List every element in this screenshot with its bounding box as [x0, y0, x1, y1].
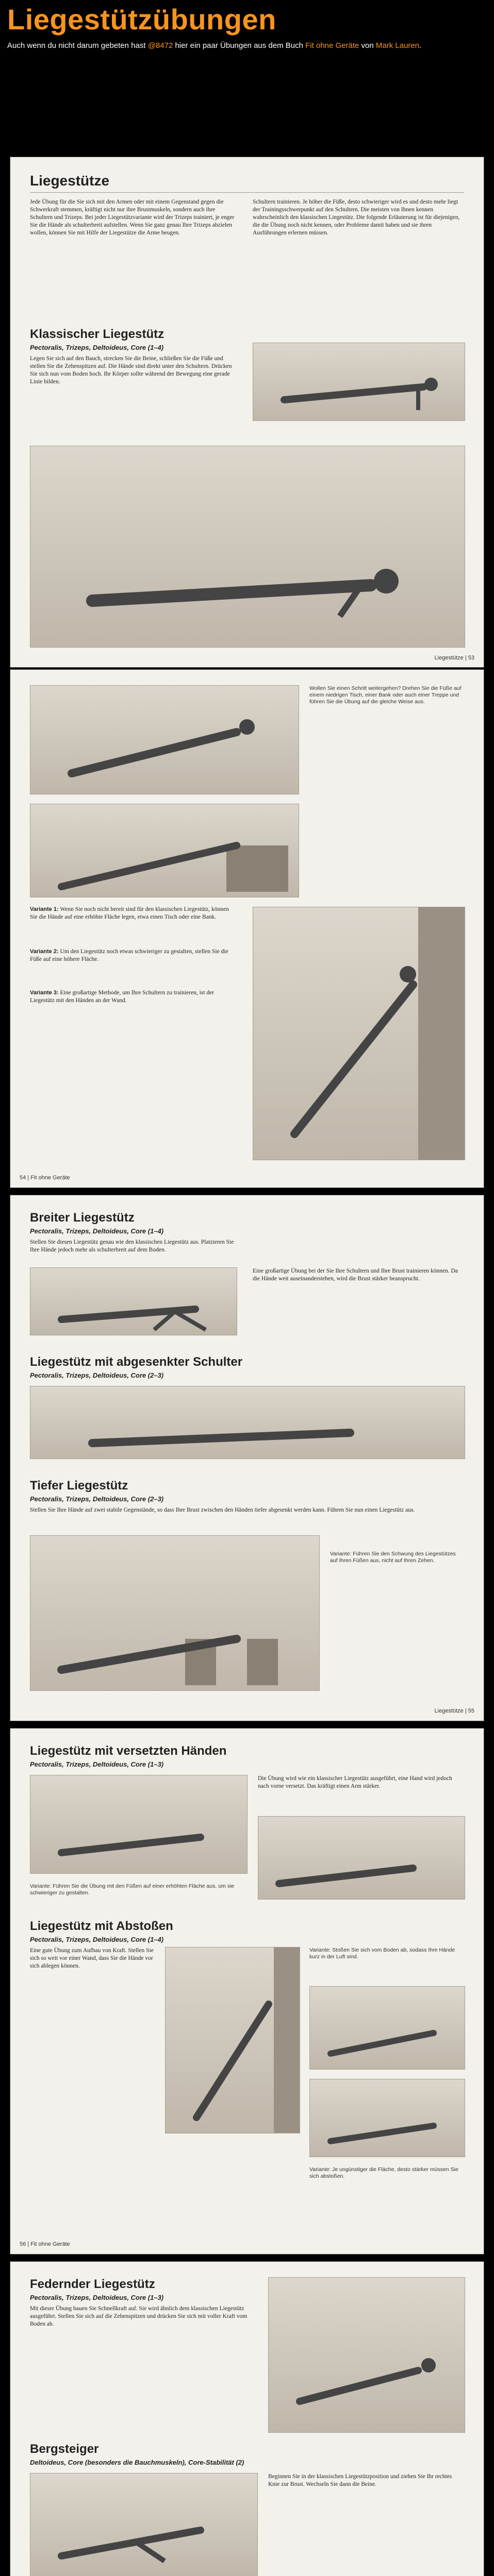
- photo-push-variant-2: [309, 2079, 465, 2157]
- page-number: Liegestütze | 55: [434, 1708, 474, 1714]
- book-page-56: [10, 1728, 484, 2254]
- photo-pushup-down: [30, 446, 465, 648]
- intro-text: [7, 41, 487, 50]
- intro-column-2: Schultern trainieren. Je höher die Füße, desto schwieriger wird es und desto mehr liegt der Trainingsschwerpunkt auf den Schultern. Die meisten von Ihnen kennen wahrscheinlich den klassischen Liegestütz. Die folgende Erläuterung ist für diejenigen, die die Übung noch nicht kennen, oder Probleme damit haben und sie ihren Ausführungen erlernen müssen.: [253, 199, 460, 236]
- classic-title: Klassischer Liegestütz: [30, 327, 164, 341]
- broad-text: Stellen Sie diesen Liegestütz genau wie den klassischen Liegestütz aus. Platzieren Sie Ihre Hände jedoch mehr als schulterbreit auf dem Boden.: [30, 1239, 234, 1253]
- intro-end: .: [419, 41, 422, 50]
- photo-lowered-pushup: [30, 1386, 465, 1459]
- bergsteiger-text: Beginnen Sie in der klassischen Liegestützposition und ziehen Sie Ihr rechtes Knie zur Brust. Wechseln Sie dann die Beine.: [268, 2473, 452, 2487]
- page-number: Liegestütze | 53: [434, 655, 474, 661]
- photo-crossed-pushup: [30, 1775, 248, 1874]
- intro-before: Auch wenn du nicht darum gebeten hast: [7, 41, 148, 50]
- photo-pushup-up: [253, 343, 465, 421]
- photo-broad-pushup: [30, 1267, 237, 1335]
- book-page-54: [10, 670, 484, 1188]
- push-muscles: Pectoralis, Trizeps, Deltoideus, Core (1–4): [30, 1936, 164, 1943]
- push-caption-2: Variante: Je ungünstiger die Fläche, desto stärker müssen Sie sich abstoßen.: [309, 2166, 458, 2179]
- page-number: 54 | Fit ohne Geräte: [20, 1175, 70, 1181]
- divider: [30, 192, 464, 193]
- photo-spring-pushup: [268, 2277, 465, 2433]
- author-link[interactable]: Mark Lauren: [375, 41, 420, 50]
- broad-muscles: Pectoralis, Trizeps, Deltoideus, Core (1–4): [30, 1227, 164, 1235]
- deep-text: Stellen Sie Ihre Hände auf zwei stabile Gegenstände, so dass Ihre Brust zwischen den Händen tiefer abgesenkt werden kann. Führen Sie nun einen Liegestütz aus.: [30, 1507, 415, 1513]
- crossed-title: Liegestütz mit versetzten Händen: [30, 1744, 227, 1758]
- photo-variant-3: [253, 907, 465, 1160]
- variant-1-label: Variante 1:: [30, 906, 59, 912]
- photo-crossed-variant: [258, 1816, 465, 1900]
- page-title: Liegestützübungen: [7, 3, 276, 36]
- push-caption-1: Variante: Stoßen Sie sich vom Boden ab, sodass Ihre Hände kurz in der Luft sind.: [309, 1947, 455, 1960]
- photo-wall-pushup: [30, 685, 299, 794]
- variant-2-text: Um den Liegestütz noch etwas schwieriger zu gestalten, stellen Sie die Füße auf eine höhere Fläche.: [30, 948, 228, 962]
- photo-push-wall: [165, 1947, 300, 2133]
- book-link[interactable]: Fit ohne Geräte: [305, 41, 359, 50]
- caption-right: Wollen Sie einen Schritt weitergehen? Drehen Sie die Füße auf einem niedrigen Tisch, einer Bank oder auch einer Treppe und führen Sie die Übung auf die gleiche Weise aus.: [309, 685, 462, 705]
- variant-2-label: Variante 2:: [30, 948, 59, 955]
- lowered-muscles: Pectoralis, Trizeps, Deltoideus, Core (2–3): [30, 1371, 164, 1379]
- variant-3-label: Variante 3:: [30, 990, 59, 996]
- book-page-57: [10, 2262, 484, 2576]
- lowered-title: Liegestütz mit abgesenkter Schulter: [30, 1355, 243, 1369]
- bergsteiger-title: Bergsteiger: [30, 2442, 99, 2456]
- book-page-53: [10, 157, 484, 667]
- variant-3: [30, 989, 236, 1005]
- bergsteiger-muscles: Deltoideus, Core (besonders die Bauchmuskeln), Core-Stabilität (2): [30, 2459, 244, 2466]
- spring-text: Mit dieser Übung bauen Sie Schnellkraft auf. Sie wird ähnlich dem klassischen Liegestütz ausgeführt. Stellen Sie sich auf die Zehenspitzen und drücken Sie sich mit voller Kraft vom Boden ab.: [30, 2306, 248, 2327]
- intro-middle: hier ein paar Übungen aus dem Buch: [173, 41, 306, 50]
- spring-title: Federnder Liegestütz: [30, 2277, 155, 2291]
- intro-column-1: Jede Übung für die Sie sich mit den Armen oder mit einem Gegenstand gegen die Schwerkraft stemmen, kräftigt nicht nur ihre Brustmuskeln, sondern auch ihre Schultern und Trizeps. Bei jeder Liegestützvariante wird der Trizeps trainiert, je enger Sie die Hände als schulterbreit aufstellen. Wenn Sie ganz genau Ihre Trizeps abzielen wollen, können Sie mit Hilfe der Liegestütze die Arme beugen.: [30, 199, 235, 236]
- broad-title: Breiter Liegestütz: [30, 1211, 135, 1225]
- user-mention-link[interactable]: @8472: [147, 41, 173, 50]
- push-text: Eine gute Übung zum Aufbau von Kraft. Stellen Sie sich so weit vor einer Wand, dass Sie die Hände vor sich ablegen können.: [30, 1947, 154, 1969]
- page-number: 56 | Fit ohne Geräte: [20, 2241, 70, 2247]
- intro-after: von: [359, 41, 376, 50]
- photo-deep-pushup: [30, 1535, 320, 1691]
- photo-push-variant-1: [309, 1986, 465, 2070]
- deep-title: Tiefer Liegestütz: [30, 1479, 128, 1493]
- variant-3-text: Eine großartige Methode, um Ihre Schultern zu trainieren, ist der Liegestütz mit den Händen an der Wand.: [30, 990, 215, 1004]
- photo-bergsteiger: [30, 2473, 258, 2576]
- classic-text: Legen Sie sich auf den Bauch, strecken Sie die Beine, schließen Sie die Füße und stellen Sie die Zehenspitzen auf. Die Hände sind direkt unter den Schultern. Drücken Sie sich nun vom Boden hoch. Ihr Körper sollte während der Bewegung eine gerade Linie bilden.: [30, 355, 232, 385]
- variant-2: [30, 948, 236, 963]
- page-header: [0, 0, 494, 52]
- deep-muscles: Pectoralis, Trizeps, Deltoideus, Core (2–3): [30, 1495, 164, 1503]
- broad-right-text: Eine großartige Übung bei der Sie Ihre Schultern und Ihre Brust trainieren können. Da die Hände weit auseinanderstehen, wird die Brust stärker beansprucht.: [253, 1268, 458, 1282]
- variant-1-text: Wenn Sie noch nicht bereit sind für den klassischen Liegestütz, können Sie die Hände auf eine erhöhte Fläche legen, etwa einen Tisch oder eine Bank.: [30, 906, 229, 920]
- crossed-muscles: Pectoralis, Trizeps, Deltoideus, Core (1–3): [30, 1760, 164, 1768]
- push-title: Liegestütz mit Abstoßen: [30, 1919, 173, 1933]
- chapter-heading: Liegestütze: [30, 173, 110, 189]
- classic-muscles: Pectoralis, Trizeps, Deltoideus, Core (1–4): [30, 344, 164, 351]
- crossed-right-text: Die Übung wird wie ein klassischer Liegestütz ausgeführt, eine Hand wird jedoch nach vorne versetzt. Das kräftigt einen Arm stärker.: [258, 1775, 452, 1789]
- variant-1: [30, 906, 236, 921]
- spring-muscles: Pectoralis, Trizeps, Deltoideus, Core (1–3): [30, 2294, 164, 2301]
- book-page-55: [10, 1195, 484, 1721]
- deep-caption: Variante: Führen Sie den Schwung des Liegestützes auf Ihren Füßen aus, nicht auf Ihren Zehen.: [330, 1551, 456, 1564]
- crossed-caption: Variante: Führen Sie die Übung mit den Füßen auf einer erhöhten Fläche aus, um sie schwieriger zu gestalten.: [30, 1883, 235, 1896]
- photo-variant-1: [30, 804, 299, 897]
